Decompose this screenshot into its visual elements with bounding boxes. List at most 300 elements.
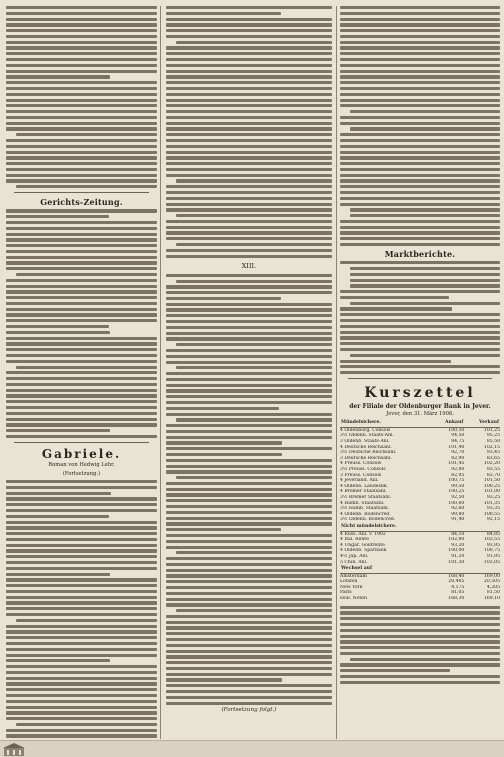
text-line (6, 296, 157, 299)
text-line (6, 412, 157, 415)
text-line (6, 509, 157, 512)
section-head: Mündelsichere. (340, 419, 431, 427)
text-line (6, 179, 157, 182)
text-line (6, 435, 157, 438)
text-line (166, 70, 332, 73)
sell-price: 101,25 (483, 427, 500, 433)
text-line (6, 110, 157, 113)
text-line (6, 308, 157, 311)
text-line (350, 354, 500, 357)
kurszettel-subtitle: der Filiale der Oldenburger Bank in Jever. (349, 403, 491, 411)
heading-market-reports: Marktberichte. (384, 249, 456, 260)
text-line (166, 430, 332, 433)
text-line (6, 75, 110, 78)
buy-price: 100,50 (448, 427, 465, 433)
text-line (166, 470, 332, 473)
security-name: 3½ Oldenb. Bodencred. (340, 517, 396, 523)
security-name: 4 Oldenburg. Consols (340, 427, 391, 433)
buy-price: 168,30 (448, 596, 465, 602)
text-line (340, 87, 500, 90)
column-rule (160, 6, 161, 739)
sell-price: 169,10 (483, 596, 500, 602)
divider (348, 378, 492, 379)
text-line (6, 636, 157, 639)
text-line (340, 93, 500, 96)
text-line (166, 586, 332, 589)
text-line (350, 214, 500, 217)
buy-price: 101,30 (448, 559, 465, 565)
text-line (166, 35, 332, 38)
table-section-row (340, 523, 500, 531)
security-name: 4 Deutsche Reichsanl. (340, 444, 392, 450)
text-line (166, 650, 332, 653)
security-name: 4½ Jap. Anl. (340, 553, 369, 559)
text-line (166, 372, 332, 375)
text-line (340, 669, 450, 672)
text-line (6, 584, 157, 587)
text-line (340, 179, 500, 182)
security-name: 4 Ital. Rente (340, 537, 369, 543)
text-line (6, 486, 157, 489)
text-line (176, 343, 332, 346)
text-line (340, 81, 500, 84)
text-line (340, 156, 500, 159)
text-line (340, 243, 500, 246)
text-line (6, 480, 157, 483)
middle-column (166, 6, 332, 739)
text-line (6, 625, 157, 628)
text-line (166, 361, 332, 364)
text-line (176, 280, 332, 283)
text-line (340, 151, 500, 154)
text-line (176, 214, 332, 217)
sell-price: 84,85 (486, 531, 500, 537)
text-line (166, 540, 332, 543)
security-name: New York (340, 584, 363, 590)
text-line (6, 168, 157, 171)
text-line (166, 499, 332, 502)
text-line (166, 203, 332, 206)
sell-price: 92,15 (486, 517, 500, 523)
text-line (340, 336, 500, 339)
text-line (166, 615, 332, 618)
text-line (6, 596, 157, 599)
text-line (6, 659, 110, 662)
building-emblem-icon (3, 743, 25, 756)
text-line (340, 70, 500, 73)
text-line (340, 52, 500, 55)
sell-price: 102,15 (483, 444, 500, 450)
text-line (6, 337, 157, 340)
text-line (340, 307, 452, 310)
security-name: 4 Oldenb. Landesbk. (340, 483, 389, 489)
text-line (340, 342, 500, 345)
left-text-block-3 (6, 480, 157, 739)
text-line (166, 110, 332, 113)
text-line (166, 104, 332, 107)
text-line (6, 81, 157, 84)
text-line (340, 611, 500, 614)
text-line (166, 303, 332, 306)
text-line (166, 441, 282, 444)
divider (14, 442, 149, 443)
text-line (340, 675, 500, 678)
text-line (166, 81, 332, 84)
kurszettel-date: Jever, den 31. März 1908. (386, 411, 454, 418)
sell-price: 20,505 (483, 579, 500, 585)
text-line (6, 104, 157, 107)
buy-price: 82,90 (451, 455, 465, 461)
text-line (340, 116, 500, 119)
text-line (166, 528, 281, 531)
text-line (6, 607, 157, 610)
text-line (6, 423, 157, 426)
text-line (6, 58, 157, 61)
security-name: 4 Jeverländ. Anl. (340, 478, 379, 484)
sell-price: 81,50 (486, 590, 500, 596)
text-line (166, 505, 332, 508)
security-name: London (340, 579, 358, 585)
story-byline: Roman von Hedwig Lehr. (48, 462, 115, 469)
text-line (6, 526, 157, 529)
text-line (340, 29, 500, 32)
security-name: 4 Ungar. Goldrente (340, 542, 385, 548)
text-line (166, 493, 332, 496)
text-line (176, 366, 332, 369)
text-line (166, 197, 332, 200)
text-line (6, 313, 157, 316)
text-line (6, 406, 157, 409)
text-line (166, 395, 332, 398)
text-line (166, 696, 332, 699)
text-line (6, 700, 157, 703)
security-name: Holl. Noten (340, 596, 367, 602)
text-line (166, 447, 332, 450)
sell-price: 83,70 (486, 472, 500, 478)
sell-price: 91,95 (486, 553, 500, 559)
text-line (166, 534, 332, 537)
text-line (340, 18, 500, 21)
column-rule (336, 6, 337, 739)
text-line (166, 407, 279, 410)
text-line (340, 635, 500, 638)
text-line (6, 418, 157, 421)
sell-price: 102,20 (483, 461, 500, 467)
text-line (166, 191, 332, 194)
sell-price: 101,35 (483, 500, 500, 506)
text-line (340, 365, 500, 368)
text-line (6, 238, 157, 241)
text-line (6, 377, 157, 380)
buy-price: 84,10 (451, 531, 465, 537)
section-head-b: Nicht mündelsichere. (340, 523, 500, 531)
buy-price: 84,75 (451, 439, 465, 445)
text-line (6, 371, 157, 374)
text-line (166, 174, 332, 177)
text-line (340, 145, 500, 148)
text-line (6, 267, 157, 270)
right-text-block-1 (340, 6, 500, 246)
text-line (340, 331, 500, 334)
text-line (6, 389, 157, 392)
text-line (6, 492, 111, 495)
text-line (340, 12, 500, 15)
text-line (6, 561, 157, 564)
text-line (166, 453, 282, 456)
text-line (6, 156, 157, 159)
text-line (166, 413, 332, 416)
text-line (6, 515, 109, 518)
text-line (166, 255, 332, 258)
col-buy: Ankauf (431, 419, 464, 427)
text-line (340, 174, 500, 177)
text-line (6, 360, 157, 363)
text-line (6, 151, 157, 154)
text-line (6, 87, 157, 90)
text-line (166, 626, 332, 629)
text-line (6, 654, 157, 657)
heading-court-news: Gerichts-Zeitung. (40, 197, 123, 208)
text-line (166, 569, 332, 572)
text-line (16, 185, 157, 188)
text-line (166, 314, 332, 317)
buy-price: 100,25 (448, 489, 465, 495)
text-line (340, 640, 500, 643)
security-name: 4 Preuss. Consols (340, 461, 382, 467)
text-line (340, 325, 500, 328)
text-line (6, 70, 157, 73)
buy-price: 168,40 (448, 573, 465, 579)
text-line (166, 274, 332, 277)
security-name: 3½ Bremer Staatsanl. (340, 494, 392, 500)
sell-price: 93,25 (486, 494, 500, 500)
text-line (166, 308, 332, 311)
text-line (6, 429, 110, 432)
text-line (6, 18, 157, 21)
sell-price: 4,205 (486, 584, 500, 590)
buy-price: 99,80 (451, 511, 465, 517)
text-line (340, 371, 500, 374)
sell-price: 93,35 (486, 506, 500, 512)
text-line (6, 555, 157, 558)
text-line (340, 168, 500, 171)
text-line (166, 690, 332, 693)
text-line (6, 573, 110, 576)
text-line (166, 638, 332, 641)
sell-price: 93,45 (486, 450, 500, 456)
text-line (340, 646, 500, 649)
text-line (166, 326, 332, 329)
text-line (166, 6, 332, 9)
text-line (166, 557, 332, 560)
text-line (166, 127, 332, 130)
text-line (6, 342, 157, 345)
text-line (16, 723, 157, 726)
text-line (340, 191, 500, 194)
text-line (340, 203, 500, 206)
text-line (350, 279, 500, 282)
buy-price: 101,40 (448, 444, 465, 450)
text-line (340, 290, 500, 293)
text-line (6, 503, 157, 506)
security-name: 4 Oldenb. Sparbank (340, 548, 387, 554)
text-line (350, 284, 500, 287)
chapter-number: XIII. (241, 261, 257, 270)
security-name: 3½ Hamb. Staatsanl. (340, 506, 390, 512)
text-line (166, 337, 332, 340)
text-line (166, 401, 332, 404)
text-line (166, 162, 332, 165)
text-line (6, 162, 157, 165)
text-line (176, 418, 332, 421)
sell-price: 100,75 (483, 548, 500, 554)
text-line (166, 661, 332, 664)
text-line (176, 609, 332, 612)
text-line (6, 12, 157, 15)
story-continued: (Fortsetzung.) (62, 471, 101, 478)
text-line (340, 133, 500, 136)
buy-price: 100,00 (448, 548, 465, 554)
text-line (166, 249, 332, 252)
text-line (340, 319, 500, 322)
text-line (6, 99, 157, 102)
text-line (166, 122, 332, 125)
text-line (166, 603, 332, 606)
text-line (6, 46, 157, 49)
left-text-block-2 (6, 209, 157, 438)
text-line (340, 64, 500, 67)
text-line (166, 87, 332, 90)
text-line (166, 644, 332, 647)
text-line (176, 41, 332, 44)
text-line (340, 348, 500, 351)
text-line (166, 226, 332, 229)
text-line (6, 244, 157, 247)
text-line (166, 511, 332, 514)
text-line (6, 734, 157, 737)
text-line (340, 629, 500, 632)
right-text-block-2 (340, 261, 500, 374)
text-line (176, 243, 332, 246)
text-line (6, 383, 157, 386)
sell-price: 101,00 (483, 489, 500, 495)
text-line (340, 75, 500, 78)
security-name: Amsterdam (340, 573, 367, 579)
buy-price: 94,50 (451, 433, 465, 439)
text-line (166, 465, 332, 468)
text-line (340, 623, 500, 626)
text-line (166, 220, 332, 223)
right-column (340, 6, 500, 739)
text-line (340, 99, 500, 102)
text-line (166, 99, 332, 102)
text-line (166, 185, 332, 188)
text-line (166, 522, 332, 525)
story-title: Gabriele. (41, 447, 122, 462)
text-line (166, 488, 332, 491)
text-line (340, 162, 500, 165)
buy-price: 101,45 (448, 461, 465, 467)
table-section-row (340, 565, 500, 573)
text-line (340, 261, 500, 264)
buy-price: 91,40 (451, 517, 465, 523)
security-name: 3½ Preuss. Consols (340, 467, 386, 472)
text-line (6, 544, 157, 547)
text-line (166, 231, 332, 234)
text-line (6, 694, 157, 697)
text-line (6, 319, 157, 322)
text-line (6, 354, 157, 357)
text-line (6, 64, 157, 67)
security-name: 4 Hamb. Staatsanl. (340, 500, 385, 506)
text-line (166, 349, 332, 352)
text-line (340, 139, 500, 142)
text-line (6, 139, 157, 142)
wechsel-head: Wechsel auf (340, 565, 500, 573)
text-line (6, 215, 109, 218)
text-line (6, 677, 157, 680)
left-column (6, 6, 157, 739)
sell-price: 95,25 (486, 433, 500, 439)
left-text-block-1 (6, 6, 157, 188)
text-line (6, 116, 157, 119)
text-line (166, 332, 332, 335)
text-line (340, 58, 500, 61)
text-line (166, 632, 332, 635)
text-line (166, 52, 332, 55)
text-line (6, 688, 157, 691)
text-line (6, 256, 157, 259)
kurszettel-title: Kurszettel (364, 385, 476, 402)
text-line (166, 12, 281, 15)
text-line (166, 355, 332, 358)
text-line (6, 348, 157, 351)
text-line (166, 655, 332, 658)
sell-price: 85,50 (486, 439, 500, 445)
text-line (6, 221, 157, 224)
text-line (166, 702, 332, 705)
text-line (166, 459, 332, 462)
text-line (340, 296, 449, 299)
text-line (6, 23, 157, 26)
text-line (166, 116, 332, 119)
text-line (166, 156, 332, 159)
text-line (166, 139, 332, 142)
buy-price: 20,405 (448, 579, 465, 585)
sell-price: 100,25 (483, 483, 500, 489)
sell-price: 83,65 (486, 455, 500, 461)
text-line (166, 75, 332, 78)
security-name: 3 Oldenb. Staats-Anl. (340, 439, 390, 445)
sell-price: 93,55 (486, 467, 500, 472)
text-line (350, 110, 500, 113)
text-line (166, 592, 332, 595)
text-line (16, 133, 157, 136)
text-line (166, 18, 332, 21)
text-line (6, 174, 157, 177)
security-name: 4 Bremer Staatsanl. (340, 489, 387, 495)
text-line (166, 424, 332, 427)
text-line (340, 606, 500, 609)
text-line (350, 267, 500, 270)
text-line (6, 209, 157, 212)
buy-price: 4,175 (451, 584, 465, 590)
text-line (6, 41, 157, 44)
text-line (6, 532, 157, 535)
text-line (166, 297, 281, 300)
text-line (166, 23, 332, 26)
text-line (6, 671, 157, 674)
